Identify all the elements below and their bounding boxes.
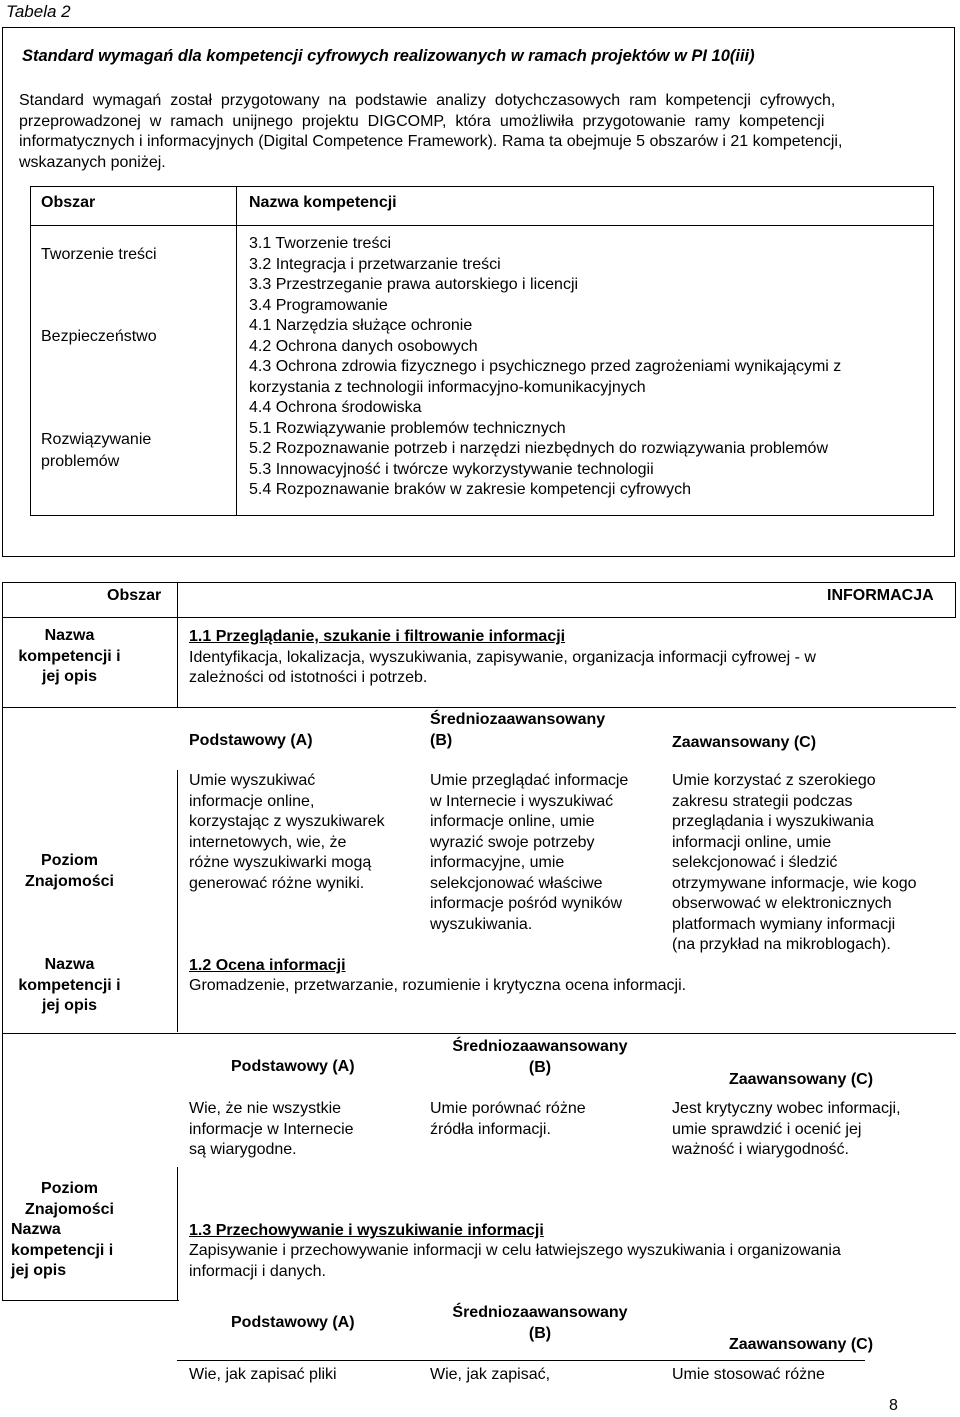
desc-line: Umie przeglądać informacje [430,772,629,789]
list-item: 5.3 Innowacyjność i twórcze wykorzystywanie technologii [249,460,654,478]
label-line: Średniozaawansowany [452,1038,628,1055]
desc-line: Umie korzystać z szerokiego [672,772,876,789]
label-line: (B) [528,1324,552,1342]
desc-line: selekcjonować i śledzić [672,854,838,871]
list-item: 4.2 Ochrona danych osobowych [249,337,478,355]
level-a-header: Podstawowy (A) [231,1058,355,1075]
label-line: Poziom [41,852,98,869]
label-line: Znajomości [25,1200,114,1218]
name-label [11,1220,113,1282]
label-line: Nazwa [44,956,95,973]
desc-line: wyrazić swoje potrzeby [430,833,595,851]
label-line: jej opis [41,997,98,1014]
desc-line: Umie porównać różne [430,1100,586,1117]
competence-title: 1.2 Ocena informacji [189,957,346,974]
label-line: kompetencji i [18,976,121,994]
list-item: 5.2 Rozpoznawanie potrzeb i narzędzi niezbędnych do rozwiązywania problemów [249,440,828,457]
table-label: Tabela 2 [6,2,71,21]
desc-line: platformach wymiany informacji [672,915,896,933]
name-label [2,955,137,1017]
label-line: Znajomości [25,872,114,890]
page-title: Standard wymagań dla kompetencji cyfrowych realizowanych w ramach projektów w PI 10(iii) [22,47,755,65]
list-item: 5.1 Rozwiązywanie problemów technicznych [249,419,566,437]
list-item: 4.3 Ochrona zdrowia fizycznego i psychicznego przed zagrożeniami wynikającymi z [249,358,842,375]
intro-line: przeprowadzonej w ramach unijnego projektu DIGCOMP, która umożliwiła przygotowanie ramy kompetencji [19,112,825,130]
list-item: 3.1 Tworzenie treści [249,235,391,252]
intro-line: wskazanych poniżej. [19,153,166,171]
label-line: Nazwa [11,1221,61,1238]
desc-line: umie sprawdzić i ocenić jej [672,1120,862,1138]
competence-desc: Zapisywanie i przechowywanie informacji w celu łatwiejszego wyszukiwania i organizowania [189,1242,841,1259]
desc-line: wyszukiwania. [430,915,533,933]
list-item: 3.3 Przestrzeganie prawa autorskiego i licencji [249,276,579,293]
desc-line: informacje online, [189,792,315,810]
area-item: Tworzenie treści [41,246,157,263]
desc-line: w Internecie i wyszukiwać [430,792,614,810]
column-header-competence: Nazwa kompetencji [249,194,397,211]
level-c-header: Zaawansowany (C) [672,734,817,751]
competence-title: 1.1 Przeglądanie, szukanie i filtrowanie informacji [189,628,566,645]
list-item: 3.2 Integracja i przetwarzanie treści [249,255,501,273]
intro-line: informatycznych i informacyjnych (Digital Competence Framework). Rama ta obejmuje 5 obszarów i 21 kompetencji, [19,133,843,150]
name-label [2,626,137,688]
desc-line: informacyjne, umie [430,854,565,871]
desc-line: różne wyszukiwarki mogą [189,854,372,871]
desc-line: informacje w Internecie [189,1120,354,1138]
label-line: jej opis [11,1262,67,1279]
desc-line: informacje online, umie [430,813,595,830]
desc-line: zakresu strategii podczas [672,792,853,810]
area-item: Rozwiązywanie [41,431,152,448]
column-header-area: Obszar [41,194,96,211]
level-a-desc [189,1099,354,1161]
competence-desc: Gromadzenie, przetwarzanie, rozumienie i krytyczna ocena informacji. [189,977,687,994]
level-a-desc [189,771,385,894]
desc-line: ważność i wiarygodność. [672,1141,849,1158]
level-a-header: Podstawowy (A) [231,1314,355,1331]
level-b-header: Średniozaawansowany [430,711,606,728]
level-b-header [430,1037,650,1078]
area-item: Bezpieczeństwo [41,328,157,345]
area-label: Obszar [107,587,162,604]
label-line: Średniozaawansowany [452,1304,628,1321]
page-number: 8 [889,1397,898,1414]
label-line: jej opis [41,668,98,685]
competence-title: 1.3 Przechowywanie i wyszukiwanie informacji [189,1222,544,1239]
desc-line: Jest krytyczny wobec informacji, [672,1100,901,1117]
intro-paragraph [19,91,944,173]
desc-line: otrzymywane informacje, wie kogo [672,874,917,892]
level-label [2,851,137,892]
desc-line: (na przykład na mikroblogach). [672,936,891,953]
desc-line: informacji online, umie [672,833,832,851]
desc-line: informacje pośród wyników [430,895,623,912]
level-c-header: Zaawansowany (C) [729,1336,874,1353]
label-line: kompetencji i [11,1241,114,1259]
level-b-header [430,1303,650,1344]
list-item: 3.4 Programowanie [249,296,388,314]
desc-line: internetowych, wie, że [189,833,347,851]
label-line: Poziom [41,1180,98,1197]
competence-desc: informacji i danych. [189,1263,326,1280]
level-a-desc: Wie, jak zapisać pliki [189,1366,337,1383]
desc-line: źródła informacji. [430,1120,551,1138]
list-item: korzystania z technologii informacyjno-komunikacyjnych [249,378,646,396]
desc-line: Wie, że nie wszystkie [189,1100,342,1117]
desc-line: selekcjonować właściwe [430,874,603,892]
label-line: Nazwa [44,627,95,644]
desc-line: są wiarygodne. [189,1141,297,1158]
level-c-desc: Umie stosować różne [672,1366,825,1383]
desc-line: korzystając z wyszukiwarek [189,813,385,830]
level-b-header: (B) [430,732,453,749]
label-line: (B) [528,1058,552,1076]
list-item: 4.4 Ochrona środowiska [249,399,422,416]
desc-line: obserwować w elektronicznych [672,895,892,912]
desc-line: Umie wyszukiwać [189,772,316,789]
area-item: problemów [41,453,120,470]
level-b-desc: Wie, jak zapisać, [430,1366,551,1383]
level-label [2,1179,137,1220]
desc-line: generować różne wyniki. [189,874,365,892]
label-line: kompetencji i [18,647,121,665]
level-c-desc [672,1099,901,1161]
area-value: INFORMACJA [827,587,934,604]
level-b-desc [430,771,628,935]
list-item: 5.4 Rozpoznawanie braków w zakresie kompetencji cyfrowych [249,481,691,498]
level-a-header: Podstawowy (A) [189,732,313,749]
competence-desc: zależności od istotności i potrzeb. [189,669,428,686]
level-b-desc [430,1099,586,1140]
level-c-desc [672,771,917,956]
competence-list [249,234,841,501]
competence-desc: Identyfikacja, lokalizacja, wyszukiwania, zapisywanie, organizacja informacji cyfrowej - w [189,649,816,666]
desc-line: przeglądania i wyszukiwania [672,813,874,830]
intro-line: Standard wymagań został przygotowany na podstawie analizy dotychczasowych ram kompetencji cyfrowych, [19,92,836,109]
list-item: 4.1 Narzędzia służące ochronie [249,317,473,334]
level-c-header: Zaawansowany (C) [729,1071,874,1088]
